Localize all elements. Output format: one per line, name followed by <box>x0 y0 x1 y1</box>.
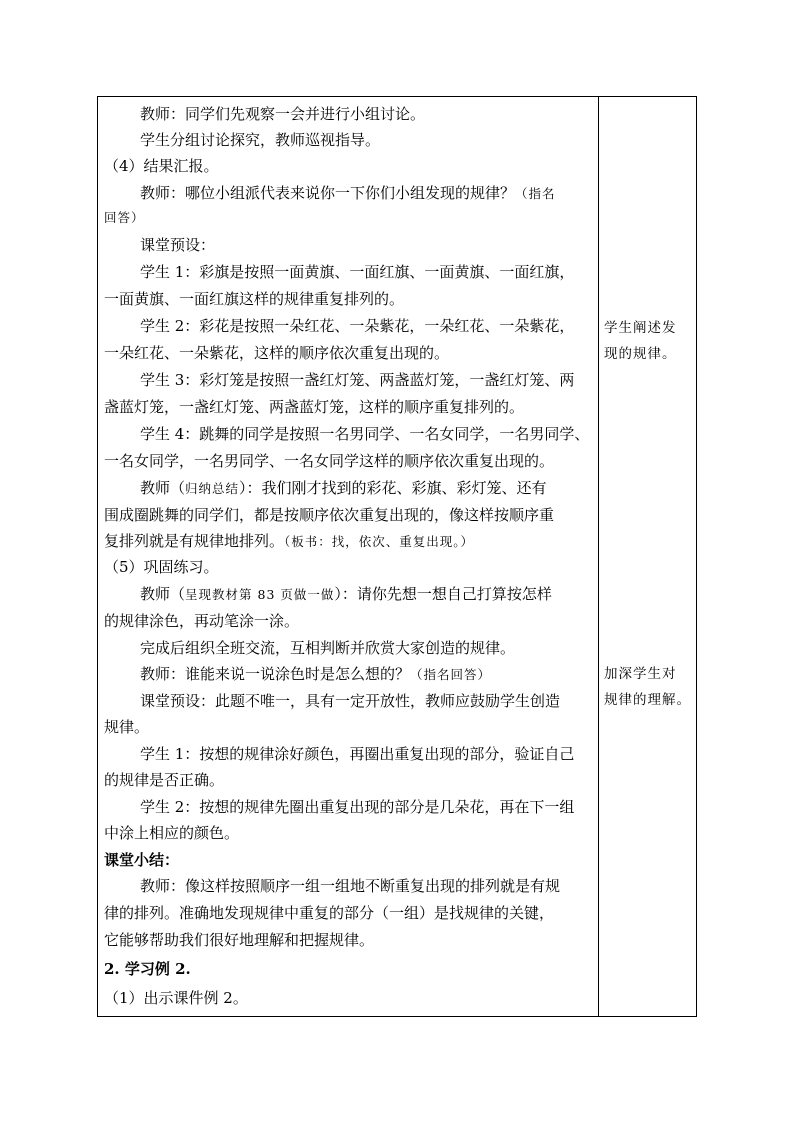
text-line: 的规律涂色，再动笔涂一涂。 <box>104 612 300 630</box>
text-line: 教师（呈现教材第 83 页做一做）：请你先想一想自己打算按怎样 <box>140 585 552 603</box>
text-line: 的规律是否正确。 <box>104 771 225 789</box>
text-line: 课堂预设： <box>140 236 216 254</box>
summary-heading: 课堂小结： <box>104 851 180 869</box>
text-line: 课堂预设：此题不唯一，具有一定开放性，教师应鼓励学生创造 <box>140 692 561 710</box>
text-line: 围成圈跳舞的同学们，都是按顺序依次重复出现的，像这样按顺序重 <box>104 506 555 524</box>
section-heading: （4）结果汇报。 <box>104 157 219 175</box>
text-line: 一面黄旗、一面红旗这样的规律重复排列的。 <box>104 290 405 308</box>
section-heading: 2. 学习例 2. <box>104 960 191 978</box>
text-line: 一名女同学，一名男同学、一名女同学这样的顺序依次重复出现的。 <box>104 452 555 470</box>
text-line: 学生 1：彩旗是按照一面黄旗、一面红旗、一面黄旗、一面红旗， <box>140 263 575 281</box>
side-note-line: 规律的理解。 <box>604 692 691 708</box>
lesson-plan-table <box>97 96 697 1017</box>
text-line: 学生 3：彩灯笼是按照一盏红灯笼、两盏蓝灯笼，一盏红灯笼、两 <box>140 371 575 389</box>
side-note <box>604 315 696 367</box>
text-line: 复排列就是有规律地排列。（板书：找，依次、重复出现。） <box>104 532 475 550</box>
text-line: 教师：哪位小组派代表来说你一下你们小组发现的规律？（指名 <box>140 184 556 202</box>
text-line: 学生 1：按想的规律涂好颜色，再圈出重复出现的部分，验证自己 <box>140 745 575 763</box>
text-line: 回答） <box>104 210 145 225</box>
column-divider <box>598 97 599 1016</box>
text-line: 学生 2：按想的规律先圈出重复出现的部分是几朵花，再在下一组 <box>140 798 575 816</box>
text-line: 律的排列。准确地发现规律中重复的部分（一组）是找规律的关键， <box>104 904 555 922</box>
section-heading: （1）出示课件例 2。 <box>104 989 248 1007</box>
text-line: 教师：同学们先观察一会并进行小组讨论。 <box>140 105 426 123</box>
text-line: 教师：像这样按照顺序一组一组地不断重复出现的排列就是有规 <box>140 877 561 895</box>
text-line: 它能够帮助我们很好地理解和把握规律。 <box>104 931 375 949</box>
text-line: 学生 2：彩花是按照一朵红花、一朵紫花，一朵红花、一朵紫花， <box>140 317 575 335</box>
text-line: 完成后组织全班交流，互相判断并欣赏大家创造的规律。 <box>140 639 516 657</box>
text-line: 学生分组讨论探究，教师巡视指导。 <box>140 131 381 149</box>
text-line: 一朵红花、一朵紫花，这样的顺序依次重复出现的。 <box>104 344 450 362</box>
text-line: 教师（归纳总结）：我们刚才找到的彩花、彩旗、彩灯笼、还有 <box>140 479 547 497</box>
side-note <box>604 661 696 713</box>
text-line: 规律。 <box>104 718 150 736</box>
text-line: 教师：谁能来说一说涂色时是怎么想的？（指名回答） <box>140 665 492 683</box>
text-line: 中涂上相应的颜色。 <box>104 824 240 842</box>
side-note-line: 学生阐述发 <box>604 320 677 336</box>
text-line: 盏蓝灯笼，一盏红灯笼、两盏蓝灯笼，这样的顺序重复排列的。 <box>104 398 525 416</box>
text-line: 学生 4：跳舞的同学是按照一名男同学、一名女同学，一名男同学、 <box>140 425 590 443</box>
side-note-line: 现的规律。 <box>604 346 677 362</box>
side-note-line: 加深学生对 <box>604 666 677 682</box>
section-heading: （5）巩固练习。 <box>104 558 219 576</box>
